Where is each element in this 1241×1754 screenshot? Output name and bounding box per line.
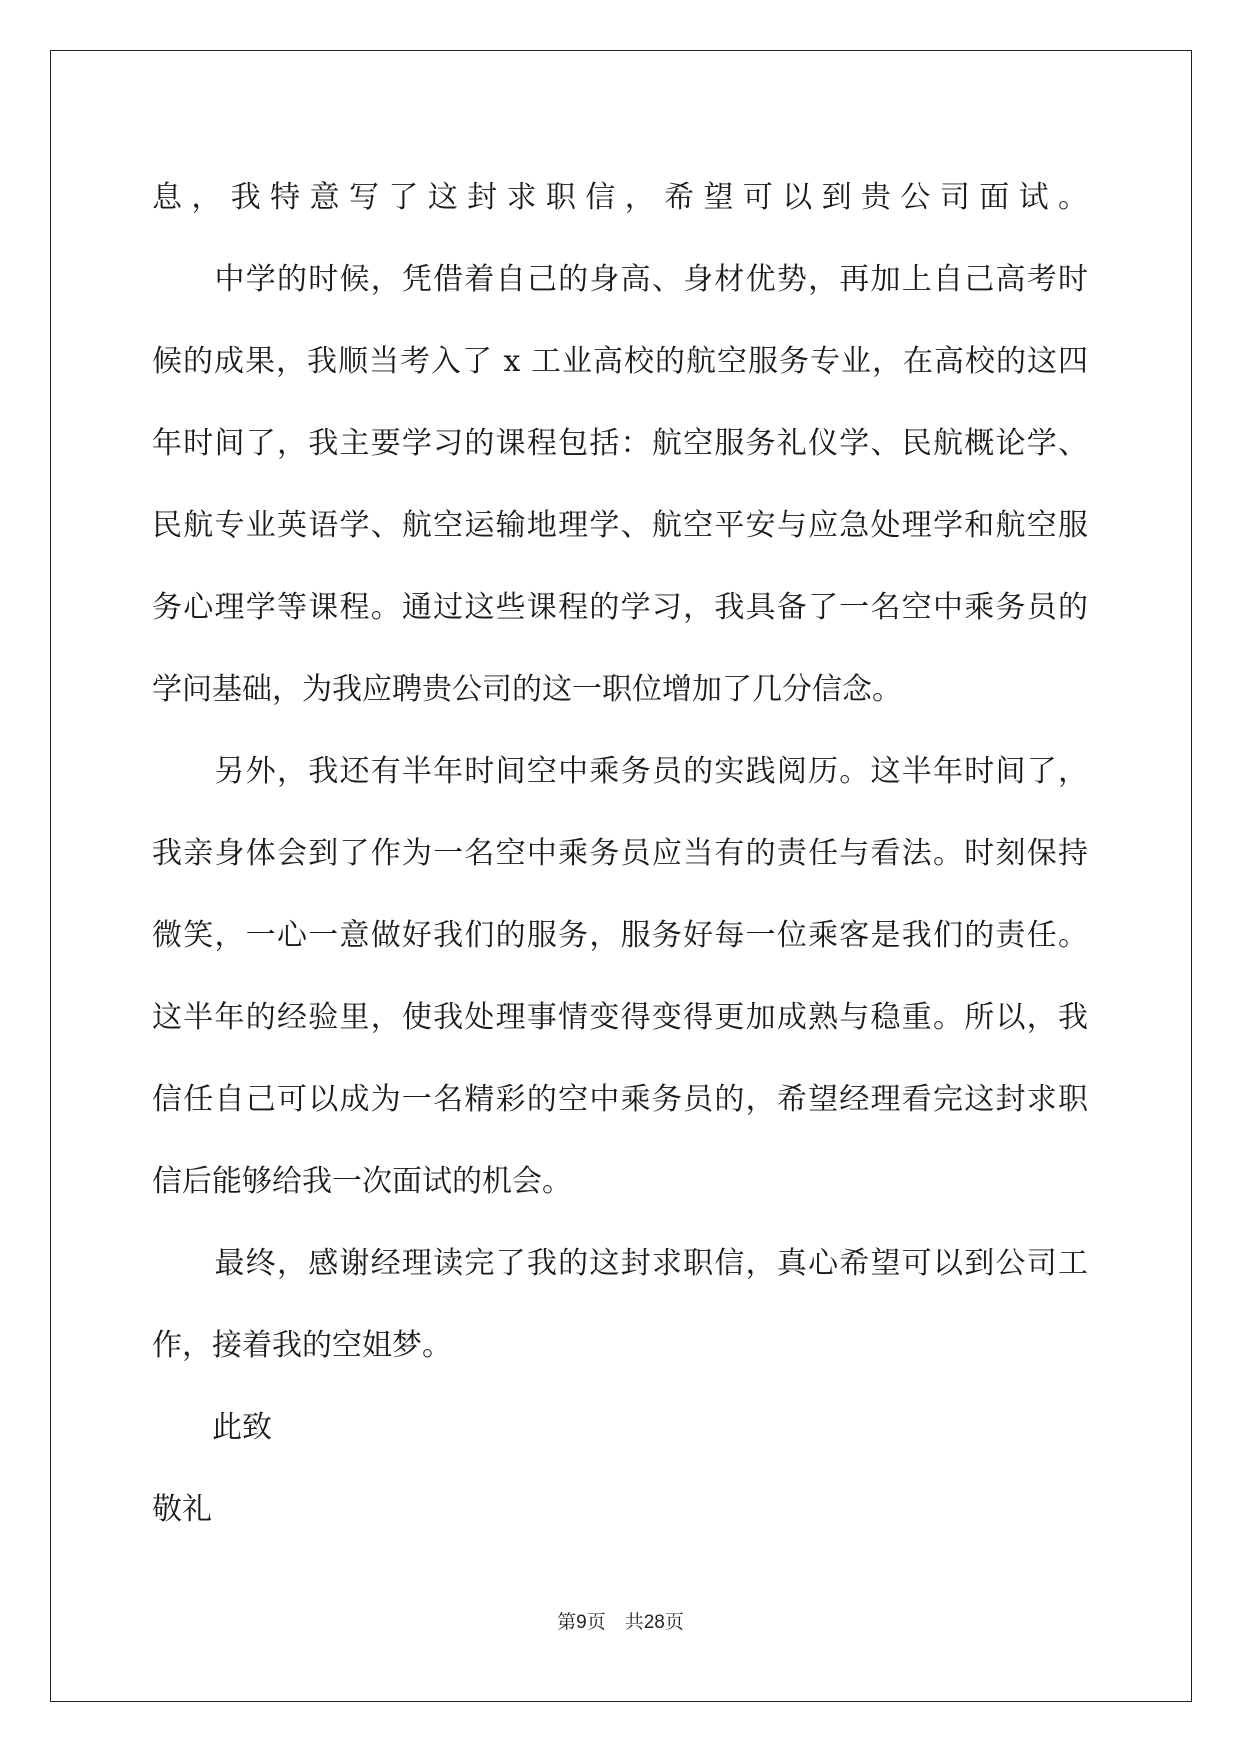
text-line: 微笑，一心一意做好我们的服务，服务好每一位乘客是我们的责任。 [152,918,1088,953]
text-line: 作，接着我的空姐梦。 [152,1328,452,1363]
footer-middle: 页 共 [586,1612,644,1633]
text-line: 学问基础，为我应聘贵公司的这一职位增加了几分信念。 [152,672,902,707]
text-line: 务心理学等课程。通过这些课程的学习，我具备了一名空中乘务员的 [152,590,1088,625]
current-page-number: 9 [576,1612,587,1633]
text-line: 年时间了，我主要学习的课程包括：航空服务礼仪学、民航概论学、 [152,426,1088,461]
text-line: 最终，感谢经理读完了我的这封求职信，真心希望可以到公司工 [152,1246,1088,1281]
letter-body [152,157,1088,1551]
footer-prefix: 第 [557,1612,577,1633]
text-line: 息，我特意写了这封求职信，希望可以到贵公司面试。 [152,180,1088,215]
salutation-line: 此致 [152,1410,272,1445]
total-page-number: 28 [643,1612,665,1633]
text-line: 信后能够给我一次面试的机会。 [152,1164,572,1199]
closing-line: 敬礼 [152,1492,212,1527]
text-line: 我亲身体会到了作为一名空中乘务员应当有的责任与看法。时刻保持 [152,836,1088,871]
text-line: 候的成果，我顺当考入了 x 工业高校的航空服务专业，在高校的这四 [152,344,1088,379]
text-line: 信任自己可以成为一名精彩的空中乘务员的，希望经理看完这封求职 [152,1082,1088,1117]
text-line: 另外，我还有半年时间空中乘务员的实践阅历。这半年时间了， [152,754,1088,789]
text-line: 这半年的经验里，使我处理事情变得变得更加成熟与稳重。所以，我 [152,1000,1088,1035]
text-line: 民航专业英语学、航空运输地理学、航空平安与应急处理学和航空服 [152,508,1088,543]
text-line: 中学的时候，凭借着自己的身高、身材优势，再加上自己高考时 [152,262,1088,297]
footer-suffix: 页 [664,1612,684,1633]
page-footer [0,1607,1241,1634]
